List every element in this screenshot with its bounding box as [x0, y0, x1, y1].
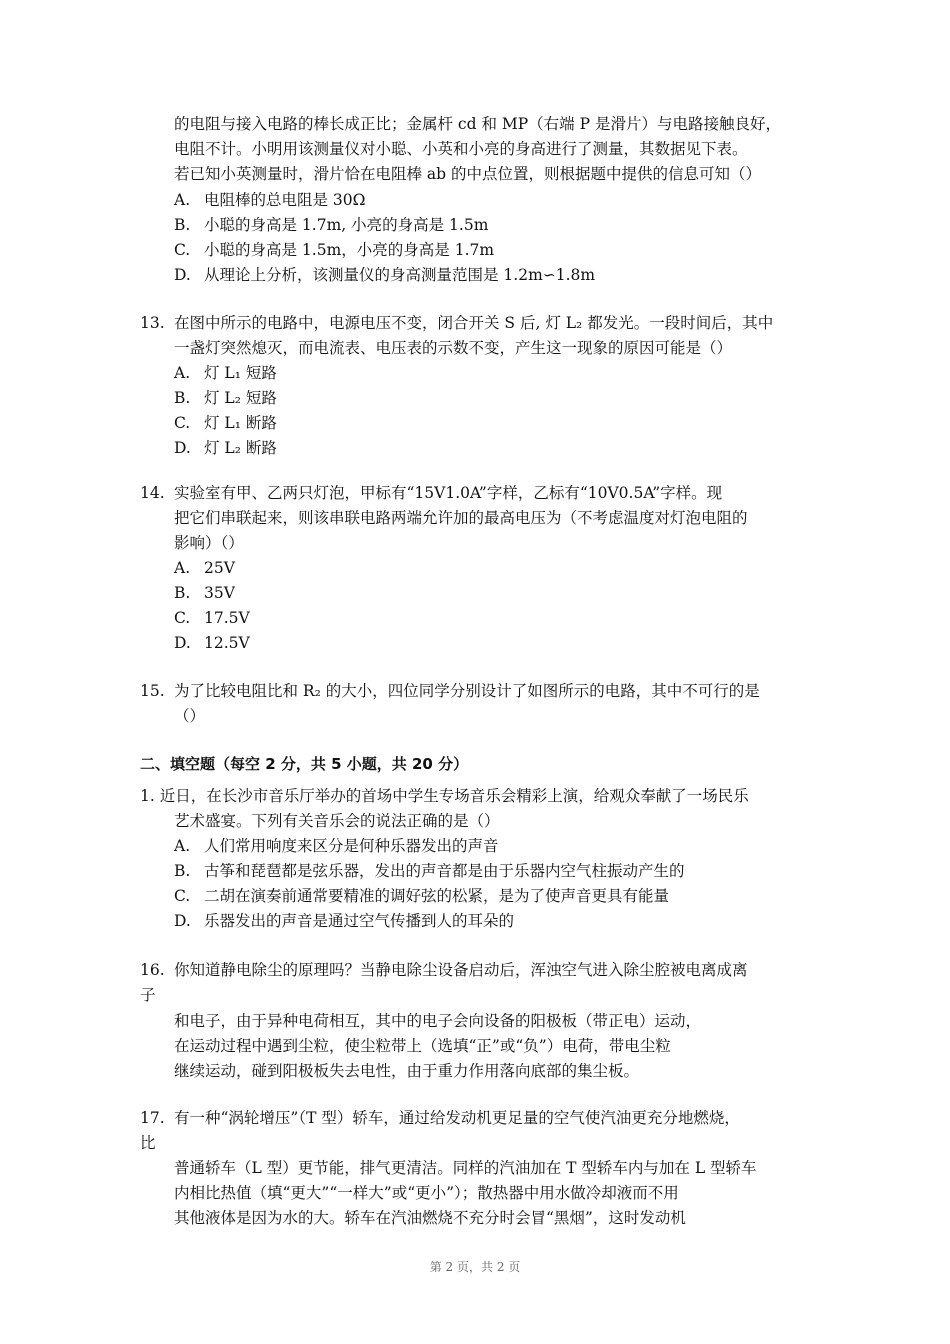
- q12-option-c: [174, 240, 494, 260]
- option-text: 灯 L₁ 断路: [204, 414, 277, 432]
- option-label: C.: [174, 887, 191, 905]
- q13-line-1: [140, 313, 773, 333]
- q17-line-5: 其他液体是因为水的大。轿车在汽油燃烧不充分时会冒“黑烟”，这时发动机: [174, 1209, 686, 1227]
- question-number: 16.: [140, 961, 165, 979]
- question-number: 17.: [140, 1109, 165, 1127]
- option-text: 小聪的身高是 1.5m，小亮的身高是 1.7m: [204, 241, 495, 259]
- option-label: B.: [174, 584, 191, 602]
- option-label: B.: [174, 389, 191, 407]
- question-text: 为了比较电阻比和 R₂ 的大小，四位同学分别设计了如图所示的电路，其中不可行的是: [174, 682, 760, 700]
- question-text: 在图中所示的电路中，电源电压不变，闭合开关 S 后, 灯 L₂ 都发光。一段时间后，其中: [174, 314, 774, 332]
- option-label: C.: [174, 414, 191, 432]
- option-text: 17.5V: [204, 609, 250, 627]
- q15-line-2: （）: [174, 707, 206, 725]
- option-label: B.: [174, 216, 191, 234]
- q12-option-d: [174, 265, 595, 285]
- question-number: 15.: [140, 682, 165, 700]
- option-label: A.: [174, 364, 191, 382]
- question-number: 14.: [140, 484, 165, 502]
- option-label: A.: [174, 559, 191, 577]
- q13-option-d: [174, 438, 277, 458]
- q12-line-1: 的电阻与接入电路的棒长成正比；金属杆 cd 和 MP（右端 P 是滑片）与电路接触良好，: [174, 115, 781, 133]
- question-number: 13.: [140, 314, 165, 332]
- question-text: 有一种“涡轮增压”（T 型）轿车，通过给发动机更足量的空气使汽油更充分地燃烧，: [174, 1109, 740, 1127]
- q12-line-3: 若已知小英测量时，滑片恰在电阻棒 ab 的中点位置，则根据题中提供的信息可知（）: [174, 165, 762, 183]
- q15-line-1: [140, 681, 760, 701]
- q12-option-a: [174, 190, 366, 210]
- option-text: 人们常用响度来区分是何种乐器发出的声音: [204, 837, 499, 855]
- option-label: A.: [174, 191, 191, 209]
- option-label: C.: [174, 609, 191, 627]
- option-label: D.: [174, 266, 191, 284]
- q14-line-3: 影响）（）: [174, 534, 244, 552]
- q14-option-c: [174, 608, 250, 628]
- option-label: D.: [174, 912, 191, 930]
- q16-line-3: 和电子，由于异种电荷相互，其中的电子会向设备的阳极板（带正电）运动，: [174, 1012, 702, 1030]
- q17-line-2: 比: [140, 1134, 156, 1152]
- q12-option-b: [174, 215, 488, 235]
- question-text: 你知道静电除尘的原理吗？当静电除尘设备启动后，浑浊空气进入除尘腔被电离成离: [174, 961, 748, 979]
- q17-line-4: 内相比热值（填“更大”“一样大”或“更小”）；散热器中用水做冷却液而不用: [174, 1184, 679, 1202]
- q16-line-2: 子: [140, 986, 156, 1004]
- option-text: 12.5V: [204, 634, 250, 652]
- page-footer: 第 2 页，共 2 页: [429, 1260, 521, 1274]
- q13-option-c: [174, 413, 277, 433]
- q13-option-a: [174, 363, 277, 383]
- option-text: 古筝和琵琶都是弦乐器，发出的声音都是由于乐器内空气柱振动产生的: [204, 862, 685, 880]
- option-text: 小聪的身高是 1.7m, 小亮的身高是 1.5m: [204, 216, 489, 234]
- q1-option-d: [174, 911, 514, 931]
- option-text: 灯 L₂ 短路: [204, 389, 277, 407]
- q1-line-1: 1. 近日，在长沙市音乐厅举办的首场中学生专场音乐会精彩上演，给观众奉献了一场民乐: [140, 787, 749, 805]
- q13-option-b: [174, 388, 277, 408]
- option-label: B.: [174, 862, 191, 880]
- option-text: 灯 L₂ 断路: [204, 439, 277, 457]
- q14-option-b: [174, 583, 235, 603]
- q16-line-4: 在运动过程中遇到尘粒，使尘粒带上（选填“正”或“负”）电荷，带电尘粒: [174, 1037, 671, 1055]
- q14-line-2: 把它们串联起来，则该串联电路两端允许加的最高电压为（不考虑温度对灯泡电阻的: [174, 509, 748, 527]
- question-text: 实验室有甲、乙两只灯泡，甲标有“15V1.0A”字样，乙标有“10V0.5A”字样。现: [174, 484, 723, 502]
- q14-option-d: [174, 633, 250, 653]
- option-label: C.: [174, 241, 191, 259]
- q17-line-3: 普通轿车（L 型）更节能，排气更清洁。同样的汽油加在 T 型轿车内与加在 L 型轿车: [174, 1159, 757, 1177]
- option-text: 电阻棒的总电阻是 30Ω: [204, 191, 366, 209]
- option-text: 从理论上分析，该测量仪的身高测量范围是 1.2m∽1.8m: [204, 266, 596, 284]
- q13-line-2: 一盏灯突然熄灭，而电流表、电压表的示数不变，产生这一现象的原因可能是（）: [174, 339, 733, 357]
- section-heading: 二、填空题（每空 2 分，共 5 小题，共 20 分）: [140, 755, 469, 773]
- q1-option-c: [174, 886, 669, 906]
- q1-option-a: [174, 836, 499, 856]
- option-text: 35V: [204, 584, 235, 602]
- q1-option-b: [174, 861, 685, 881]
- option-label: D.: [174, 439, 191, 457]
- q17-line-1: [140, 1108, 740, 1128]
- option-text: 灯 L₁ 短路: [204, 364, 277, 382]
- q16-line-1: [140, 960, 748, 980]
- q1-line-2: 艺术盛宴。下列有关音乐会的说法正确的是（）: [174, 812, 500, 830]
- q14-line-1: [140, 483, 722, 503]
- option-text: 二胡在演奏前通常要精准的调好弦的松紧，是为了使声音更具有能量: [204, 887, 670, 905]
- option-text: 25V: [204, 559, 235, 577]
- q12-line-2: 电阻不计。小明用该测量仪对小聪、小英和小亮的身高进行了测量，其数据见下表。: [174, 140, 748, 158]
- q14-option-a: [174, 558, 235, 578]
- option-label: D.: [174, 634, 191, 652]
- option-text: 乐器发出的声音是通过空气传播到人的耳朵的: [204, 912, 515, 930]
- option-label: A.: [174, 837, 191, 855]
- q16-line-5: 继续运动，碰到阳极板失去电性，由于重力作用落向底部的集尘板。: [174, 1062, 640, 1080]
